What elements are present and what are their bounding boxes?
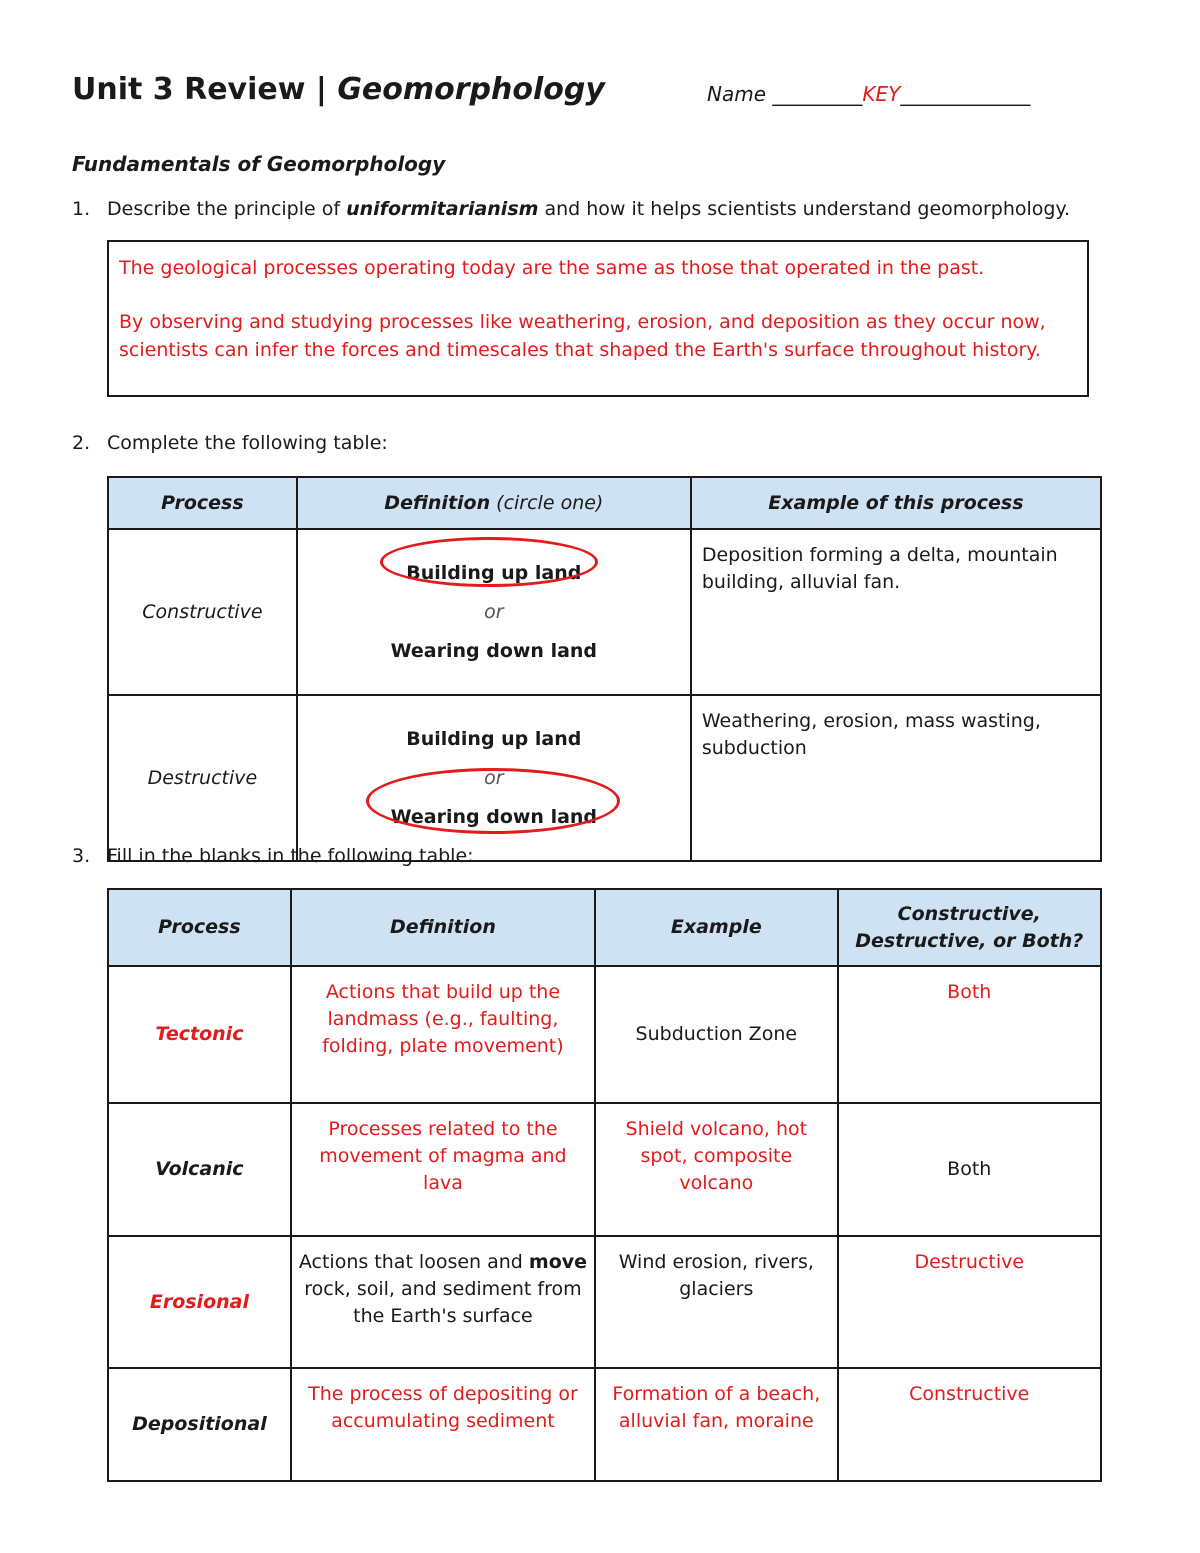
option-or: or xyxy=(484,600,504,623)
process-cell: Constructive xyxy=(108,529,297,695)
process-type-table xyxy=(107,476,1102,862)
answer-circle xyxy=(380,537,598,587)
header-process: Process xyxy=(108,477,297,529)
definition-text-bold: move xyxy=(528,1251,588,1273)
option-wearing-down: Wearing down land xyxy=(390,639,598,662)
header-definition xyxy=(297,477,691,529)
name-field xyxy=(707,82,1030,106)
question-number: 3. xyxy=(72,845,91,867)
header-example: Example xyxy=(595,889,837,966)
question-prefix: Describe the principle of xyxy=(107,198,347,220)
question-number: 2. xyxy=(72,432,91,454)
example-cell: Weathering, erosion, mass wasting, subduction xyxy=(691,695,1101,861)
table-row xyxy=(108,1236,1101,1368)
definition-cell: Actions that build up the landmass (e.g., faulting, folding, plate movement) xyxy=(291,966,595,1103)
definition-cell xyxy=(297,695,691,861)
header-type xyxy=(838,889,1101,966)
type-cell: Both xyxy=(838,1103,1101,1236)
process-cell: Depositional xyxy=(108,1368,291,1481)
process-cell: Destructive xyxy=(108,695,297,861)
name-underline: _____________ xyxy=(900,82,1031,106)
question-3 xyxy=(72,845,474,867)
example-cell: Deposition forming a delta, mountain building, alluvial fan. xyxy=(691,529,1101,695)
name-value: KEY xyxy=(862,82,901,106)
option-building-up: Building up land xyxy=(406,727,582,750)
question-text: Fill in the blanks in the following table: xyxy=(107,845,474,867)
example-cell: Shield volcano, hot spot, composite volcano xyxy=(595,1103,837,1236)
name-label: Name _________ xyxy=(707,82,863,106)
answer-circle xyxy=(366,768,620,834)
option-or: or xyxy=(484,766,504,789)
type-cell: Both xyxy=(838,966,1101,1103)
header-example: Example of this process xyxy=(691,477,1101,529)
header-type-line-1: Constructive, xyxy=(897,902,1041,925)
header-definition-label: Definition xyxy=(384,492,491,514)
process-cell: Erosional xyxy=(108,1236,291,1368)
definition-cell xyxy=(297,529,691,695)
title-subject: Geomorphology xyxy=(337,72,605,107)
table-header-row xyxy=(108,889,1101,966)
process-cell: Volcanic xyxy=(108,1103,291,1236)
question-term: uniformitarianism xyxy=(346,198,539,220)
question-2 xyxy=(72,432,388,454)
header-definition: Definition xyxy=(291,889,595,966)
question-text: Complete the following table: xyxy=(107,432,388,454)
process-details-table xyxy=(107,888,1102,1482)
table-header-row xyxy=(108,477,1101,529)
definition-text-post: rock, soil, and sediment from the Earth's surface xyxy=(304,1278,582,1327)
answer-paragraph-1: The geological processes operating today are the same as those that operated in the past. xyxy=(119,257,985,279)
table-row xyxy=(108,695,1101,861)
page-title xyxy=(72,72,605,107)
example-cell: Subduction Zone xyxy=(595,966,837,1103)
title-main: Unit 3 Review | xyxy=(72,72,338,107)
example-cell: Formation of a beach, alluvial fan, moraine xyxy=(595,1368,837,1481)
table-row xyxy=(108,529,1101,695)
section-title: Fundamentals of Geomorphology xyxy=(72,152,446,176)
question-1 xyxy=(72,198,1070,220)
option-building-up: Building up land xyxy=(406,561,582,584)
definition-cell: The process of depositing or accumulating sediment xyxy=(291,1368,595,1481)
definition-cell xyxy=(291,1236,595,1368)
answer-box xyxy=(107,240,1089,397)
table-row xyxy=(108,1103,1101,1236)
table-row xyxy=(108,966,1101,1103)
question-number: 1. xyxy=(72,198,91,220)
type-cell: Destructive xyxy=(838,1236,1101,1368)
table-row xyxy=(108,1368,1101,1481)
type-cell: Constructive xyxy=(838,1368,1101,1481)
header-definition-note: (circle one) xyxy=(490,492,604,514)
option-wearing-down: Wearing down land xyxy=(390,805,598,828)
header-process: Process xyxy=(108,889,291,966)
definition-cell: Processes related to the movement of magma and lava xyxy=(291,1103,595,1236)
example-cell: Wind erosion, rivers, glaciers xyxy=(595,1236,837,1368)
answer-paragraph-2: By observing and studying processes like weathering, erosion, and deposition as they occur now, scientists can infer the forces and timescales that shaped the Earth's surface throughout history. xyxy=(119,311,1046,361)
question-suffix: and how it helps scientists understand geomorphology. xyxy=(538,198,1071,220)
header-type-line-2: Destructive, or Both? xyxy=(855,929,1084,952)
process-cell: Tectonic xyxy=(108,966,291,1103)
definition-text-pre: Actions that loosen and xyxy=(298,1251,529,1273)
